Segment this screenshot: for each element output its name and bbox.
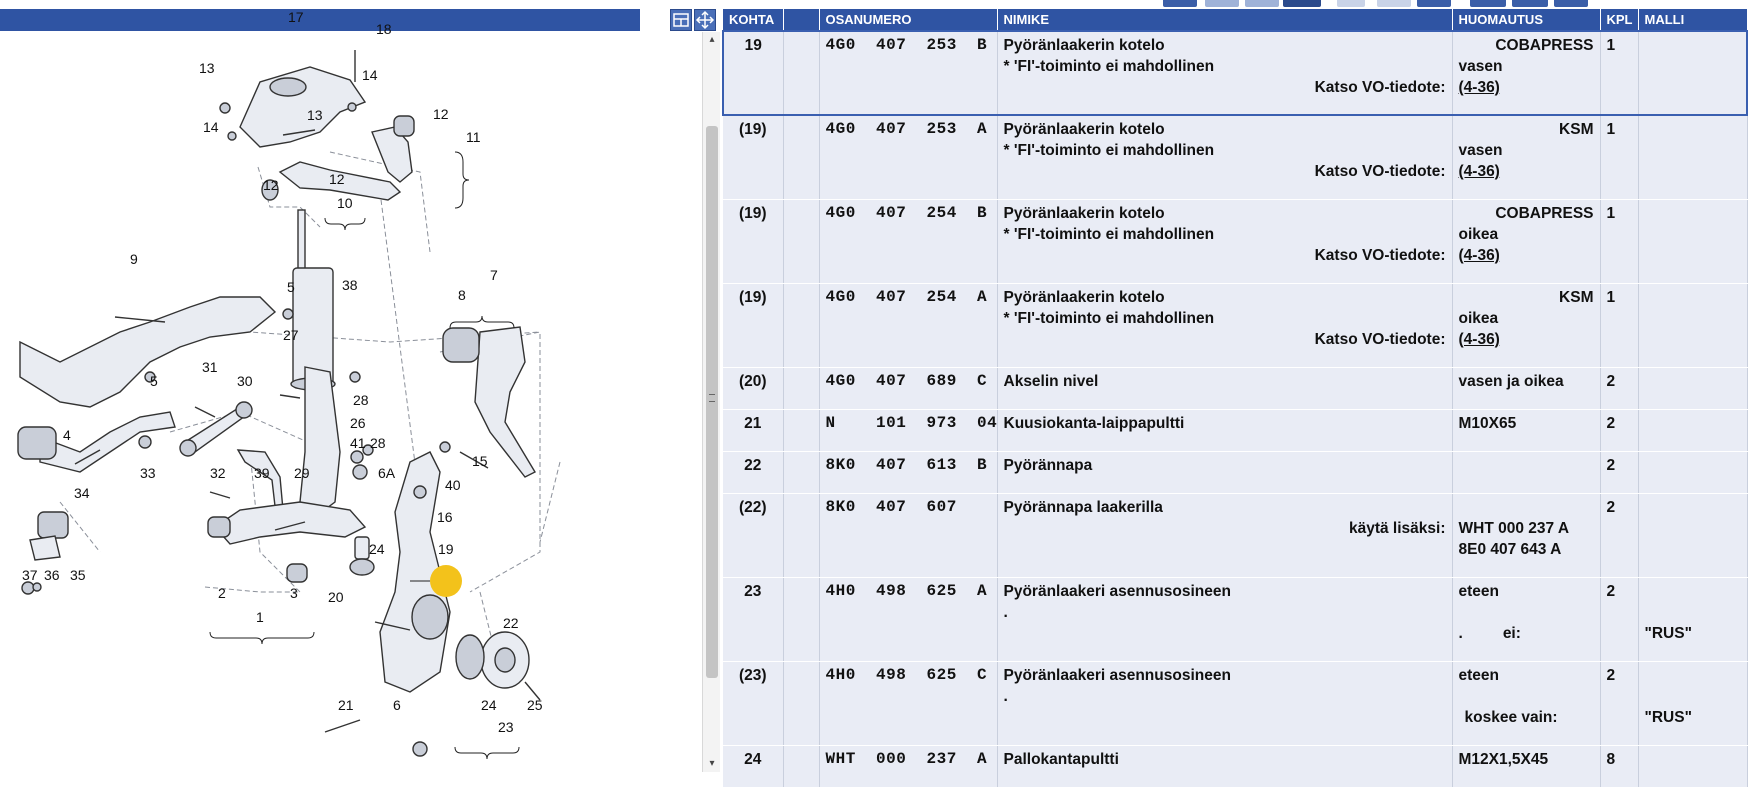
cell-malli: [1638, 283, 1747, 367]
col-header-kpl[interactable]: KPL: [1600, 9, 1638, 31]
cell-nimike: [997, 661, 1452, 745]
highlighted-part-marker[interactable]: [430, 565, 462, 597]
huom-part-2: 8E0 407 643 A: [1458, 540, 1562, 558]
cell-blank: [783, 661, 819, 745]
bulletin-link[interactable]: (4-36): [1458, 246, 1500, 264]
cell-nimike: [997, 115, 1452, 199]
callout-label-27[interactable]: 27: [283, 327, 299, 343]
toolbar-button-prev[interactable]: [1512, 0, 1548, 7]
cell-kohta: 21: [723, 409, 783, 451]
cell-huomautus: vasen ja oikea: [1452, 367, 1600, 409]
callout-label-19[interactable]: 19: [438, 541, 454, 557]
toolbar-button-first[interactable]: [1470, 0, 1506, 7]
callout-label-14a[interactable]: 14: [362, 67, 378, 83]
huom-variant: eteen: [1458, 666, 1499, 684]
huom-side: vasen: [1458, 142, 1503, 159]
cell-kpl: 2: [1600, 451, 1638, 493]
cell-blank: [783, 745, 819, 787]
cell-nimike: [997, 31, 1452, 115]
cell-kpl: 8: [1600, 745, 1638, 787]
bulletin-link[interactable]: (4-36): [1458, 79, 1500, 96]
cell-kohta: 23: [723, 577, 783, 661]
cell-malli: [1638, 31, 1747, 115]
callout-label-39[interactable]: 39: [254, 465, 270, 481]
suspension-exploded-diagram: [0, 9, 690, 780]
callout-label-30[interactable]: 30: [237, 373, 253, 389]
cell-kpl: 1: [1600, 283, 1638, 367]
nimike-text: Pyörännapa laakerilla: [1003, 498, 1163, 516]
bulletin-link[interactable]: (4-36): [1458, 330, 1500, 348]
nimike-note: .: [1003, 687, 1008, 705]
cell-malli: [1638, 451, 1747, 493]
table-row[interactable]: [723, 577, 1747, 661]
callout-label-34[interactable]: 34: [74, 485, 90, 501]
cell-blank: [783, 451, 819, 493]
cell-blank: [783, 115, 819, 199]
cell-nimike: Pyörännapa: [997, 451, 1452, 493]
cell-kpl: 1: [1600, 31, 1638, 115]
table-row[interactable]: [723, 31, 1747, 115]
cell-huomautus: [1452, 283, 1600, 367]
callout-label-2[interactable]: 2: [218, 585, 226, 601]
scroll-up-arrow-icon[interactable]: ▴: [709, 34, 715, 45]
nimike-note: * 'FI'-toiminto ei mahdollinen: [1003, 309, 1215, 327]
nimike-note: * 'FI'-toiminto ei mahdollinen: [1003, 225, 1215, 243]
cell-blank: [783, 199, 819, 283]
cell-osanumero: N 101 973 04: [819, 409, 997, 451]
callout-label-13a[interactable]: 13: [199, 60, 215, 76]
cell-huomautus: [1452, 661, 1600, 745]
table-row[interactable]: [723, 409, 1747, 451]
huom-condition: [1459, 623, 1594, 644]
callout-label-24a[interactable]: 24: [369, 541, 385, 557]
cell-huomautus: M12X1,5X45: [1452, 745, 1600, 787]
huom-condition-dot: .: [1458, 624, 1463, 642]
table-row[interactable]: [723, 661, 1747, 745]
table-scrollbar[interactable]: [702, 32, 720, 772]
callout-label-5b[interactable]: 5: [150, 373, 158, 389]
callout-label-22[interactable]: 22: [503, 615, 519, 631]
nimike-text: Pyöränlaakeri asennusosineen: [1003, 582, 1231, 600]
callout-label-10[interactable]: 10: [337, 195, 353, 211]
callout-label-24b[interactable]: 24: [481, 697, 497, 713]
callout-label-12b[interactable]: 12: [263, 177, 279, 193]
cell-osanumero: 4G0 407 254 B: [819, 199, 997, 283]
malli-value: "RUS": [1644, 708, 1692, 726]
huom-condition-label: ei:: [1502, 624, 1521, 642]
huom-variant: COBAPRESS: [1495, 204, 1594, 222]
callout-label-26[interactable]: 26: [350, 415, 366, 431]
cell-kohta: (23): [723, 661, 783, 745]
lower-wishbone-part: [215, 502, 365, 544]
callout-label-6A[interactable]: 6A: [378, 465, 396, 481]
cell-osanumero: 4G0 407 253 B: [819, 31, 997, 115]
nimike-text: Pyöränlaakerin kotelo: [1003, 37, 1165, 54]
cell-kohta: 22: [723, 451, 783, 493]
nimike-note: * 'FI'-toiminto ei mahdollinen: [1003, 142, 1215, 159]
cell-osanumero: 4H0 498 625 C: [819, 661, 997, 745]
cell-osanumero: 8K0 407 607: [819, 493, 997, 577]
callout-label-3[interactable]: 3: [290, 585, 298, 601]
cell-nimike: [997, 199, 1452, 283]
cell-nimike: Akselin nivel: [997, 367, 1452, 409]
cell-blank: [783, 31, 819, 115]
malli-value: "RUS": [1644, 624, 1692, 642]
callout-label-14b[interactable]: 14: [203, 119, 219, 135]
ref-label: Katso VO-tiedote:: [1314, 246, 1446, 264]
cell-kpl: 2: [1600, 661, 1638, 745]
nimike-text: Pyöränlaakerin kotelo: [1003, 204, 1165, 222]
table-row[interactable]: [723, 199, 1747, 283]
table-row[interactable]: [723, 451, 1747, 493]
callout-label-35[interactable]: 35: [70, 567, 86, 583]
cell-osanumero: 4G0 407 254 A: [819, 283, 997, 367]
ref-label: Katso VO-tiedote:: [1314, 163, 1446, 180]
cell-malli: [1638, 367, 1747, 409]
callout-label-36[interactable]: 36: [44, 567, 60, 583]
cell-osanumero: 4H0 498 625 A: [819, 577, 997, 661]
table-row[interactable]: [723, 745, 1747, 787]
callout-label-9[interactable]: 9: [130, 251, 138, 267]
cell-huomautus: [1452, 577, 1600, 661]
callout-label-5a[interactable]: 5: [287, 279, 295, 295]
callout-label-16[interactable]: 16: [437, 509, 453, 525]
nimike-text: Pyöränlaakerin kotelo: [1003, 121, 1165, 138]
cell-huomautus: [1452, 31, 1600, 115]
callout-label-18[interactable]: 18: [376, 21, 392, 37]
cell-malli: [1638, 661, 1747, 745]
split-view-button[interactable]: [670, 9, 692, 31]
callout-label-37[interactable]: 37: [22, 567, 38, 583]
cell-kohta: (22): [723, 493, 783, 577]
cell-nimike: Kuusiokanta-laippapultti: [997, 409, 1452, 451]
cell-huomautus: [1452, 451, 1600, 493]
cell-kohta: (20): [723, 367, 783, 409]
callout-label-23[interactable]: 23: [498, 719, 514, 735]
col-header-blank: [783, 9, 819, 31]
callout-label-4[interactable]: 4: [63, 427, 71, 443]
cell-huomautus: [1452, 199, 1600, 283]
table-header-row: [723, 9, 1747, 31]
col-header-kohta[interactable]: KOHTA: [723, 9, 783, 31]
scroll-down-arrow-icon[interactable]: ▾: [709, 758, 715, 769]
cell-kohta: (19): [723, 199, 783, 283]
callout-label-29[interactable]: 29: [294, 465, 310, 481]
table-row[interactable]: [723, 115, 1747, 199]
callout-label-41[interactable]: 41: [350, 435, 366, 451]
cell-kpl: 1: [1600, 115, 1638, 199]
cell-huomautus: [1452, 493, 1600, 577]
callout-label-33[interactable]: 33: [140, 465, 156, 481]
col-header-malli[interactable]: MALLI: [1638, 9, 1747, 31]
ref-label: käytä lisäksi:: [1348, 519, 1446, 537]
table-row[interactable]: [723, 493, 1747, 577]
toolbar-button-copy[interactable]: [1205, 0, 1239, 7]
cell-osanumero: 8K0 407 613 B: [819, 451, 997, 493]
col-header-osanumero[interactable]: OSANUMERO: [819, 9, 997, 31]
diagram-header-bar: [0, 9, 640, 31]
callout-label-11[interactable]: 11: [466, 129, 481, 145]
toolbar-button-cart-add[interactable]: [1377, 0, 1411, 7]
toolbar-button-field[interactable]: [1283, 0, 1321, 7]
huom-side: vasen: [1458, 58, 1503, 75]
stabilizer-bar-part: [40, 412, 175, 472]
cell-kpl: 2: [1600, 367, 1638, 409]
cell-kohta: 24: [723, 745, 783, 787]
huom-variant: eteen: [1458, 582, 1499, 600]
cell-malli: [1638, 745, 1747, 787]
callout-label-25[interactable]: 25: [527, 697, 543, 713]
toolbar-button-doc[interactable]: [1337, 0, 1365, 7]
cell-kohta: (19): [723, 115, 783, 199]
huom-part-1: WHT 000 237 A: [1458, 519, 1570, 537]
lower-arm-26-part: [300, 367, 340, 517]
callout-label-28a[interactable]: 28: [353, 392, 369, 408]
callout-label-40[interactable]: 40: [445, 477, 461, 493]
callout-label-38[interactable]: 38: [342, 277, 358, 293]
callout-label-21[interactable]: 21: [338, 697, 354, 713]
callout-label-13b[interactable]: 13: [307, 107, 323, 123]
bulletin-link[interactable]: (4-36): [1458, 163, 1500, 180]
cell-malli: [1638, 409, 1747, 451]
huom-variant: COBAPRESS: [1495, 37, 1594, 54]
callout-label-12c[interactable]: 12: [329, 171, 345, 187]
move-arrows-icon: [695, 10, 715, 30]
callout-label-31[interactable]: 31: [202, 359, 218, 375]
cell-nimike: [997, 283, 1452, 367]
cell-osanumero: 4G0 407 253 A: [819, 115, 997, 199]
huom-side: oikea: [1458, 309, 1499, 327]
cell-malli: [1638, 199, 1747, 283]
cell-blank: [783, 409, 819, 451]
nimike-note: * 'FI'-toiminto ei mahdollinen: [1003, 58, 1215, 75]
huom-condition-label: koskee vain:: [1464, 708, 1558, 726]
cell-blank: [783, 577, 819, 661]
cell-nimike: [997, 493, 1452, 577]
nimike-text: Pyöränlaakeri asennusosineen: [1003, 666, 1231, 684]
cell-kohta: (19): [723, 283, 783, 367]
toolbar-button-search[interactable]: [1554, 0, 1588, 7]
cell-osanumero: WHT 000 237 A: [819, 745, 997, 787]
cell-kpl: 2: [1600, 409, 1638, 451]
callout-label-6[interactable]: 6: [393, 697, 401, 713]
cell-kpl: 2: [1600, 577, 1638, 661]
toolbar-button-cart[interactable]: [1417, 0, 1451, 7]
callout-label-28b[interactable]: 28: [370, 435, 386, 451]
parts-table-panel: [722, 9, 1746, 780]
resize-view-button[interactable]: [694, 9, 716, 31]
callout-label-8[interactable]: 8: [458, 287, 466, 303]
cell-kohta: 19: [723, 31, 783, 115]
cell-malli: [1638, 115, 1747, 199]
cell-malli: [1638, 493, 1747, 577]
callout-label-17[interactable]: 17: [288, 9, 304, 25]
callout-label-20[interactable]: 20: [328, 589, 344, 605]
callout-label-15[interactable]: 15: [472, 453, 488, 469]
cell-kpl: 1: [1600, 199, 1638, 283]
cell-huomautus: [1452, 115, 1600, 199]
toolbar-button-print[interactable]: [1163, 0, 1197, 7]
cell-nimike: Pallokantapultti: [997, 745, 1452, 787]
huom-variant: KSM: [1559, 121, 1594, 138]
cell-huomautus: M10X65: [1452, 409, 1600, 451]
col-header-huomautus[interactable]: HUOMAUTUS: [1452, 9, 1600, 31]
callout-label-32[interactable]: 32: [210, 465, 226, 481]
cell-osanumero: 4G0 407 689 C: [819, 367, 997, 409]
callout-label-7[interactable]: 7: [490, 267, 498, 283]
table-row[interactable]: [723, 283, 1747, 367]
nimike-note: .: [1003, 603, 1008, 621]
scroll-thumb[interactable]: [706, 126, 718, 678]
huom-side: oikea: [1458, 225, 1499, 243]
ref-label: Katso VO-tiedote:: [1314, 330, 1446, 348]
toolbar-button-paste[interactable]: [1245, 0, 1279, 7]
parts-table: [722, 9, 1748, 788]
ref-label: Katso VO-tiedote:: [1314, 79, 1446, 96]
scroll-grip-icon: [709, 394, 715, 402]
cell-malli: [1638, 577, 1747, 661]
nimike-text: Pyöränlaakerin kotelo: [1003, 288, 1165, 306]
split-view-icon: [671, 10, 691, 30]
cell-blank: [783, 493, 819, 577]
callout-label-1[interactable]: 1: [256, 609, 264, 625]
exploded-diagram-panel: [0, 0, 690, 780]
cell-nimike: [997, 577, 1452, 661]
cell-kpl: 2: [1600, 493, 1638, 577]
strut-mount-part: [240, 67, 365, 147]
callout-label-12a[interactable]: 12: [433, 106, 449, 122]
subframe-part: [20, 297, 275, 407]
table-row[interactable]: [723, 367, 1747, 409]
cell-blank: [783, 283, 819, 367]
cell-blank: [783, 367, 819, 409]
huom-variant: KSM: [1559, 288, 1594, 306]
col-header-nimike[interactable]: NIMIKE: [997, 9, 1452, 31]
